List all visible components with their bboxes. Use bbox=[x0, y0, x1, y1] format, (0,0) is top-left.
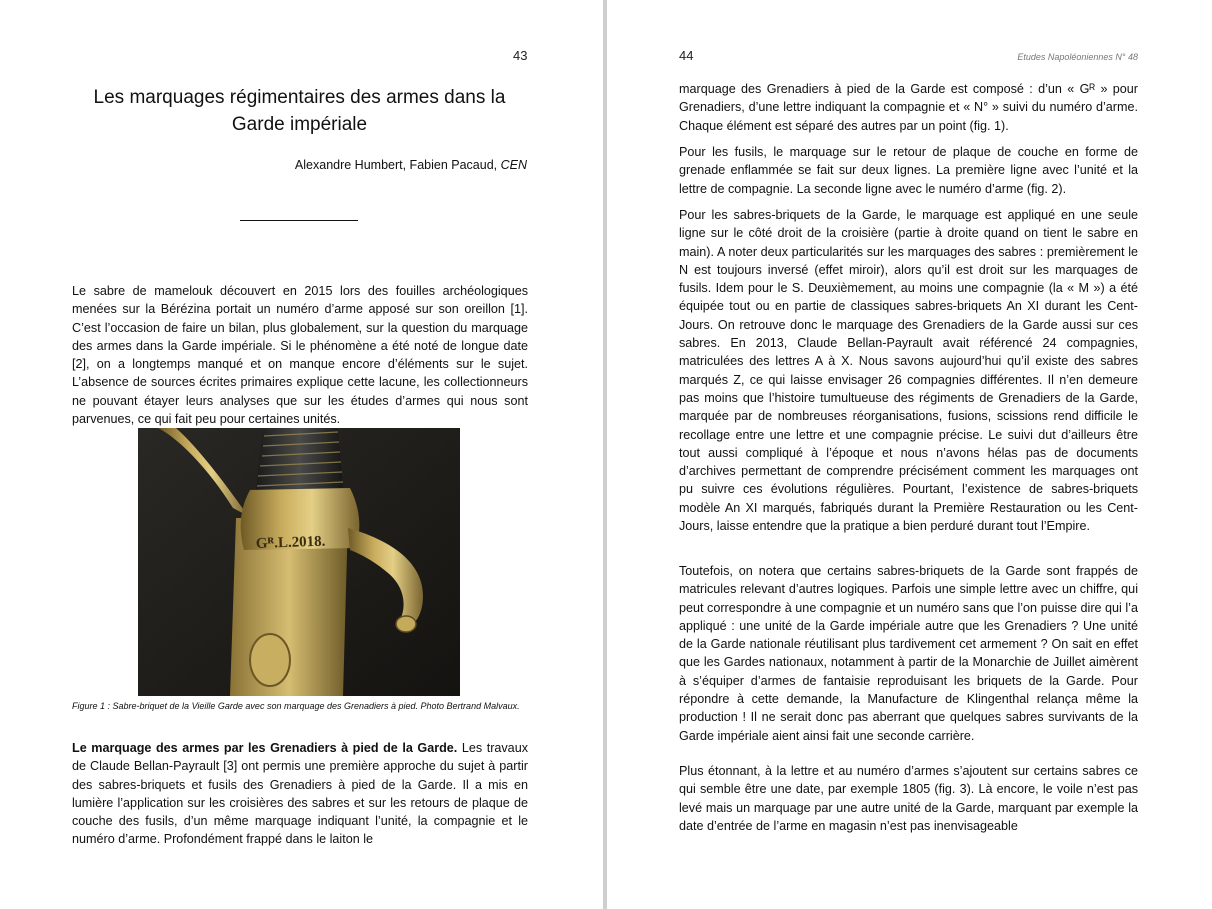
section-paragraph bbox=[72, 739, 528, 849]
authors bbox=[295, 158, 527, 172]
author-affiliation: CEN bbox=[500, 158, 527, 172]
section-body: Les travaux de Claude Bellan-Payrault [3] ont permis une première approche du sujet à partir des sabres-briquets et fusils des Grenadiers à pied de la Garde. Il a mis en lumière l’application sur les croisières des sabres et sur les retours de plaque de couche des fusils, d’un même marquage indiquant l’unité, la compagnie et le numéro d’arme. Profondément frappé dans le laiton le bbox=[72, 741, 528, 847]
running-header: Etudes Napoléoniennes N° 48 bbox=[1017, 52, 1138, 62]
intro-paragraph: Le sabre de mamelouk découvert en 2015 lors des fouilles archéologiques menées sur la Bérézina portait un numéro d’arme apposé sur son oreillon [1]. C’est l’occasion de faire un bilan, plus globalement, sur la question du marquage des armes dans la Garde impériale. Si le phénomène a été noté de longue date [2], on a longtemps manqué et on manque encore d’éléments sur le sujet. L’absence de sources écrites primaires explique cette lacune, les collectionneurs ne pouvant étayer leurs analyses que sur les études d’armes qui nous sont parvenues, ce qui fait peu pour certaines unités. bbox=[72, 284, 528, 427]
article-title: Les marquages régimentaires des armes dans la Garde impériale bbox=[93, 87, 506, 135]
paragraph: Pour les sabres-briquets de la Garde, le marquage est appliqué en une seule ligne sur le côté droit de la croisière (partie à droite quand on tient le sabre en main). A noter deux particularités sur les marquages des sabres : premièrement le N est toujours inversé (effet miroir), alors qu’il est droit sur les marquages de fusils. Idem pour le S. Deuxièmement, au moins une compagnie (la « M ») a été équipée tout ou en partie de classiques sabres-briquets An XI durant les Cent-Jours. On retrouve donc le marquage des Grenadiers de la Garde aussi sur ces sabres. En 2013, Claude Bellan-Payrault avait référencé 24 compagnies, matriculées des lettres A à X. Nous savons aujourd’hui qu’il existe des sabres marqués Z, ce qui laisse envisager 26 compagnies différentes. Il n’en demeure pas moins que l’histoire tumultueuse des régiments de Grenadiers de la Garde, marquée par de nombreuses réorganisations, fusions, scissions rend difficile le recollage entre une lettre et une compagnie précise. Le suivi dut d’ailleurs être tout aussi compliqué à l’époque et nous n’avons hélas pas de documents d’archives permettant de comprendre précisément comment les marquages ont pu suivre ces évolutions régulières. Pourtant, l’existence de sabres-briquets modèle An XI marqués, fabriqués durant la Première Restauration ou les Cent-Jours, laisse entendre que la pratique a bien perduré durant tout l’Empire. bbox=[679, 208, 1138, 534]
figure-marking-text: Gᴿ.L.2018. bbox=[255, 533, 326, 552]
left-page bbox=[0, 0, 603, 909]
paragraph: Toutefois, on notera que certains sabres-briquets de la Garde sont frappés de matricules relevant d’autres logiques. Parfois une simple lettre avec un chiffre, qui peut correspondre à une compagnie et un numéro sans que l’on puisse dire qui l’a appliqué : une unité de la Garde impériale autre que les Grenadiers ? Une unité de la Garde nationale réutilisant plus tardivement cet armement ? On sait en effet que les Gardes nationaux, notamment à partir de la Monarchie de Juillet aimèrent à s’équiper d’armes de fantaisie reproduisant les briquets de la Garde. Pour répondre à cette demande, la Manufacture de Klingenthal relança même la production ! Il ne serait donc pas aberrant que quelques sabres survivants de la Garde impériale aient ainsi fait une seconde carrière. bbox=[679, 564, 1138, 743]
page-number: 43 bbox=[513, 48, 528, 63]
page-number: 44 bbox=[679, 48, 694, 63]
title-separator bbox=[240, 220, 358, 221]
paragraph: Pour les fusils, le marquage sur le retour de plaque de couche en forme de grenade enflammée se fait sur deux lignes. La première ligne avec l’unité et la lettre de compagnie. La seconde ligne avec le numéro d’arme (fig. 2). bbox=[679, 145, 1138, 196]
right-page bbox=[607, 0, 1212, 909]
figure-1-photo bbox=[138, 428, 460, 696]
paragraph: Plus étonnant, à la lettre et au numéro d’armes s’ajoutent sur certains sabres ce qui semble être une date, par exemple 1805 (fig. 3). Là encore, le voile n’est pas levé mais un marquage par une autre unité de la Garde, marquant par exemple la date d’entrée de l’arme en magasin n’est pas inenvisageable bbox=[679, 764, 1138, 833]
author-names: Alexandre Humbert, Fabien Pacaud, bbox=[294, 158, 501, 172]
paragraph: marquage des Grenadiers à pied de la Garde est composé : d’un « Gᴿ » pour Grenadiers, d’une lettre indiquant la compagnie et « N° » suivi du numéro d’arme. Chaque élément est séparé des autres par un point (fig. 1). bbox=[679, 82, 1138, 133]
figure-caption: Figure 1 : Sabre-briquet de la Vieille Garde avec son marquage des Grenadiers à pied. Photo Bertrand Malvaux. bbox=[72, 701, 520, 711]
section-heading: Le marquage des armes par les Grenadiers à pied de la Garde. bbox=[72, 741, 458, 755]
